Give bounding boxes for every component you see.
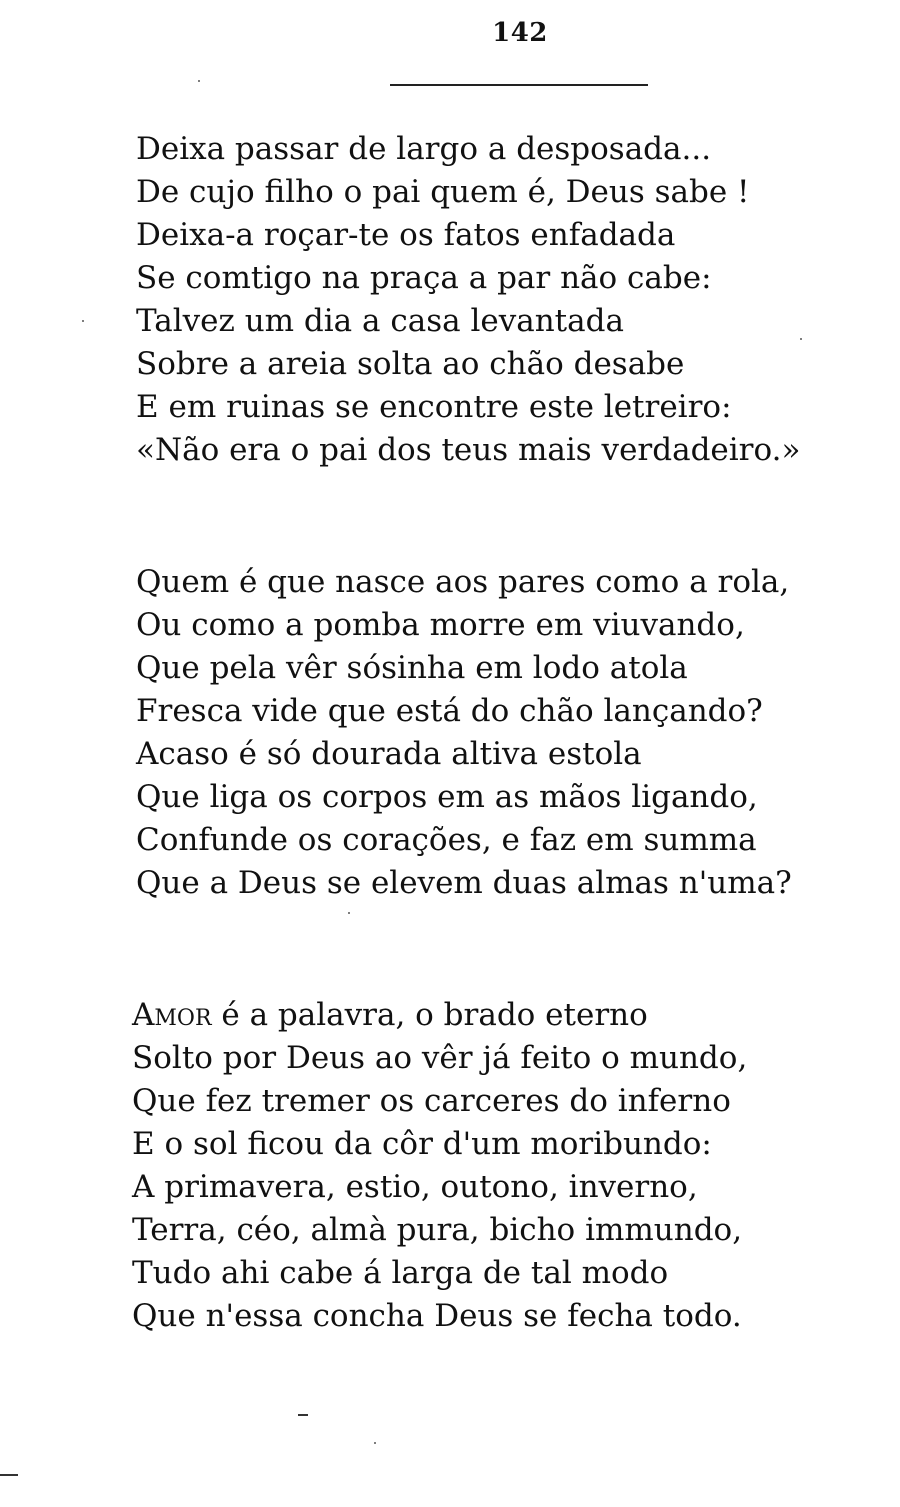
stanza: [136, 561, 792, 905]
page-number: 142: [492, 18, 548, 48]
verse-line: Confunde os corações, e faz em summa: [136, 822, 757, 858]
print-speck: [198, 80, 200, 82]
verse-line: Deixa-a roçar-te os fatos enfadada: [136, 217, 676, 253]
verse-line: Que fez tremer os carceres do inferno: [132, 1083, 731, 1119]
print-speck: [800, 338, 802, 340]
verse-line: Acaso é só dourada altiva estola: [136, 736, 642, 772]
verse-line: Que liga os corpos em as mãos ligando,: [136, 779, 758, 815]
print-dash: [298, 1414, 308, 1416]
verse-line: Que n'essa concha Deus se fecha todo.: [132, 1298, 742, 1334]
verse-line: Quem é que nasce aos pares como a rola,: [136, 564, 790, 600]
print-speck: [374, 1442, 376, 1444]
header-rule: [390, 84, 648, 86]
verse-initial-word: Amor: [132, 997, 212, 1033]
print-speck: [82, 320, 84, 322]
verse-line: Fresca vide que está do chão lançando?: [136, 693, 763, 729]
verse-line: De cujo filho o pai quem é, Deus sabe !: [136, 174, 750, 210]
stanza: [136, 128, 800, 472]
verse-line: A primavera, estio, outono, inverno,: [132, 1169, 698, 1205]
verse-line: E o sol ficou da côr d'um moribundo:: [132, 1126, 712, 1162]
verse-line: «Não era o pai dos teus mais verdadeiro.»: [136, 432, 801, 468]
verse-line: Que a Deus se elevem duas almas n'uma?: [136, 865, 792, 901]
print-dash: [0, 1474, 18, 1476]
verse-line: Que pela vêr sósinha em lodo atola: [136, 650, 688, 686]
verse-line: [132, 994, 747, 1037]
verse-line: Solto por Deus ao vêr já feito o mundo,: [132, 1040, 748, 1076]
verse-line: Se comtigo na praça a par não cabe:: [136, 260, 712, 296]
verse-line: Terra, céo, almà pura, bicho immundo,: [132, 1212, 743, 1248]
print-speck: [348, 912, 350, 914]
stanza: [132, 994, 747, 1338]
verse-line: E em ruinas se encontre este letreiro:: [136, 389, 732, 425]
verse-line: Ou como a pomba morre em viuvando,: [136, 607, 745, 643]
verse-line: Talvez um dia a casa levantada: [136, 303, 624, 339]
verse-line: Tudo ahi cabe á larga de tal modo: [132, 1255, 669, 1291]
verse-line: Deixa passar de largo a desposada...: [136, 131, 712, 167]
verse-line: Sobre a areia solta ao chão desabe: [136, 346, 685, 382]
verse-line-rest: é a palavra, o brado eterno: [211, 997, 648, 1033]
